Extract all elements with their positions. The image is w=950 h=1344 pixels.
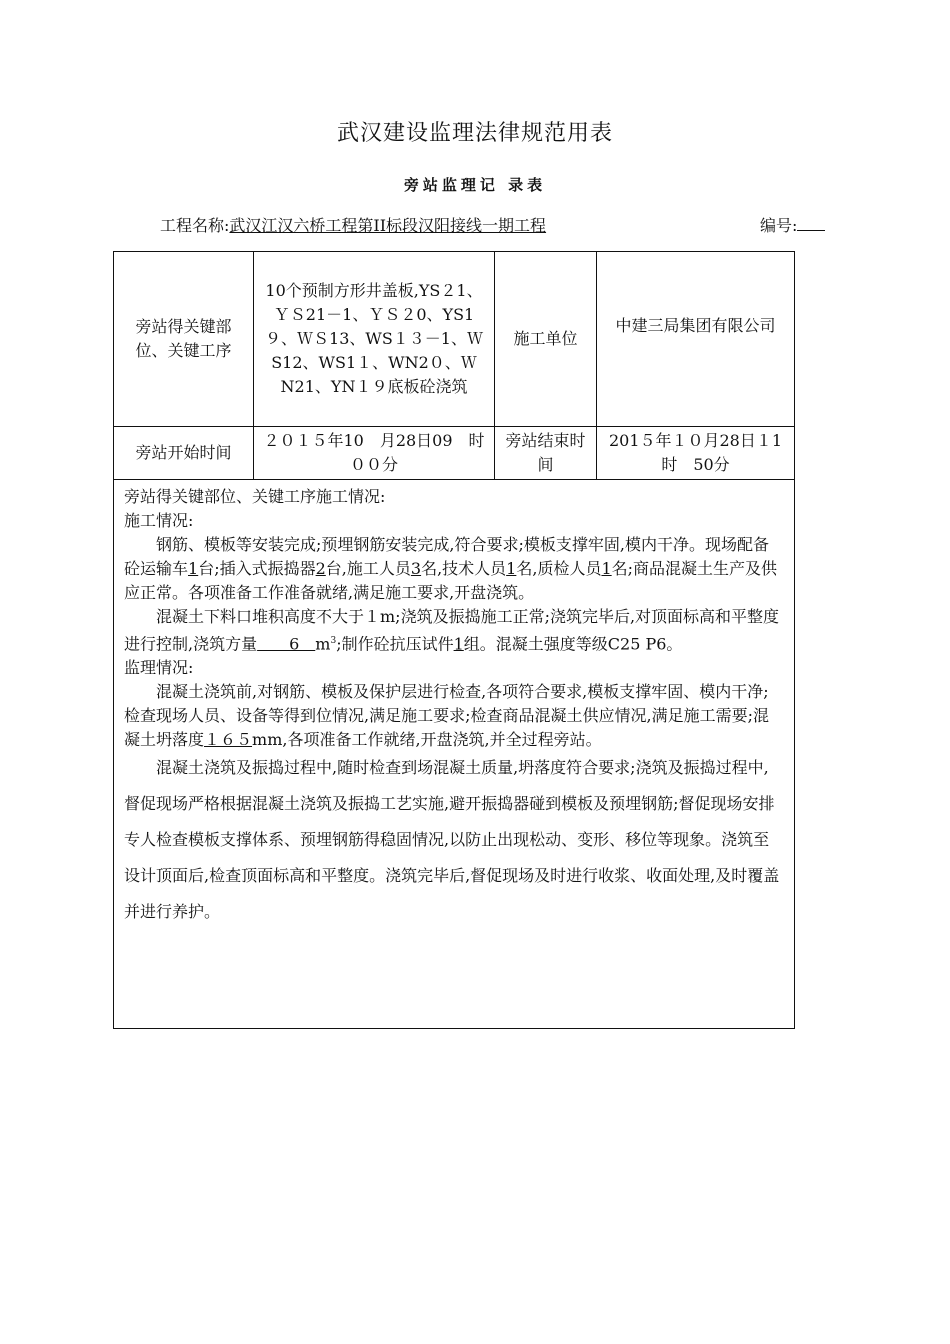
end-time-label: 旁站结束时间 [495,427,597,480]
construction-description [114,480,795,1029]
supervision-paragraph-1: 混凝土浇筑前,对钢筋、模板及保护层进行检查,各项符合要求,模板支撑牢固、模内干净;检查现场人员、设备等得到位情况,满足施工要求;检查商品混凝土供应情况,满足施工需要;混凝土坍落度１６５mm,各项准备工作就绪,开盘浇筑,并全过程旁站。 [124,682,769,750]
desc-heading: 旁站得关键部位、关键工序施工情况: [124,487,386,506]
number-label: 编号: [760,216,798,235]
pour-volume: 6 [257,634,316,654]
construction-paragraph-2: 混凝土下料口堆积高度不大于１m;浇筑及振捣施工正常;浇筑完毕后,对顶面标高和平整度进行控制,浇筑方量 6 $m^3$;制作砼抗压试件1组。混凝土强度等级C25 P6。 [124,607,780,654]
project-name: 武汉江汉六桥工程第II标段汉阳接线一期工程 [229,216,547,235]
slump-value: １６５ [204,730,253,750]
document-title: 武汉建设监理法律规范用表 [336,121,613,146]
form-subtitle: 旁站监理记 录表 [403,176,547,194]
vibrator-count: 2 [315,559,326,578]
worker-count: 3 [410,559,422,578]
number-field [760,213,825,236]
key-part-value: 10个预制方形井盖板,YS２1、ＹＳ21－1、ＹＳ２0、YS1９、ＷＳ13、WS１３－1、ＷS12、WS1１、WN2０、ＷN21、YN１９底板砼浇筑 [254,252,495,427]
construction-unit-value: 中建三局集团有限公司 [597,252,795,427]
supervision-paragraph-2: 混凝土浇筑及振捣过程中,随时检查到场混凝土质量,坍落度符合要求;浇筑及振捣过程中,督促现场严格根据混凝土浇筑及振捣工艺实施,避开振捣器碰到模板及预埋钢筋;督促现场安排专人检查模板支撑体系、预埋钢筋得稳固情况,以防止出现松动、变形、移位等现象。浇筑至设计顶面后,检查顶面标高和平整度。浇筑完毕后,督促现场及时进行收浆、收面处理,及时覆盖并进行养护。 [124,758,780,922]
end-time-value: 201５年１０月28日１1时 50分 [597,427,795,480]
project-label: 工程名称: [160,216,230,235]
key-part-label: 旁站得关键部位、关键工序 [114,252,254,427]
construction-paragraph-1: 钢筋、模板等安装完成;预埋钢筋安装完成,符合要求;模板支撑牢固,模内干净。现场配备砼运输车1台;插入式振捣器2台,施工人员3名,技术人员1名,质检人员1名;商品混凝土生产及供应正常。各项准备工作准备就绪,满足施工要求,开盘浇筑。 [124,535,778,602]
supervision-label: 监理情况: [124,658,194,678]
project-line [160,213,546,236]
construction-unit-label: 施工单位 [495,252,597,427]
start-time-label: 旁站开始时间 [114,427,254,480]
specimen-count: 1 [453,634,464,654]
construction-label: 施工情况: [124,511,194,530]
supervision-record-table [113,251,795,1029]
start-time-value: ２０１５年10 月28日09 时００分 [254,427,495,480]
technician-count: 1 [506,559,517,578]
number-blank [797,216,825,231]
inspector-count: 1 [601,559,612,578]
truck-count: 1 [188,559,199,578]
